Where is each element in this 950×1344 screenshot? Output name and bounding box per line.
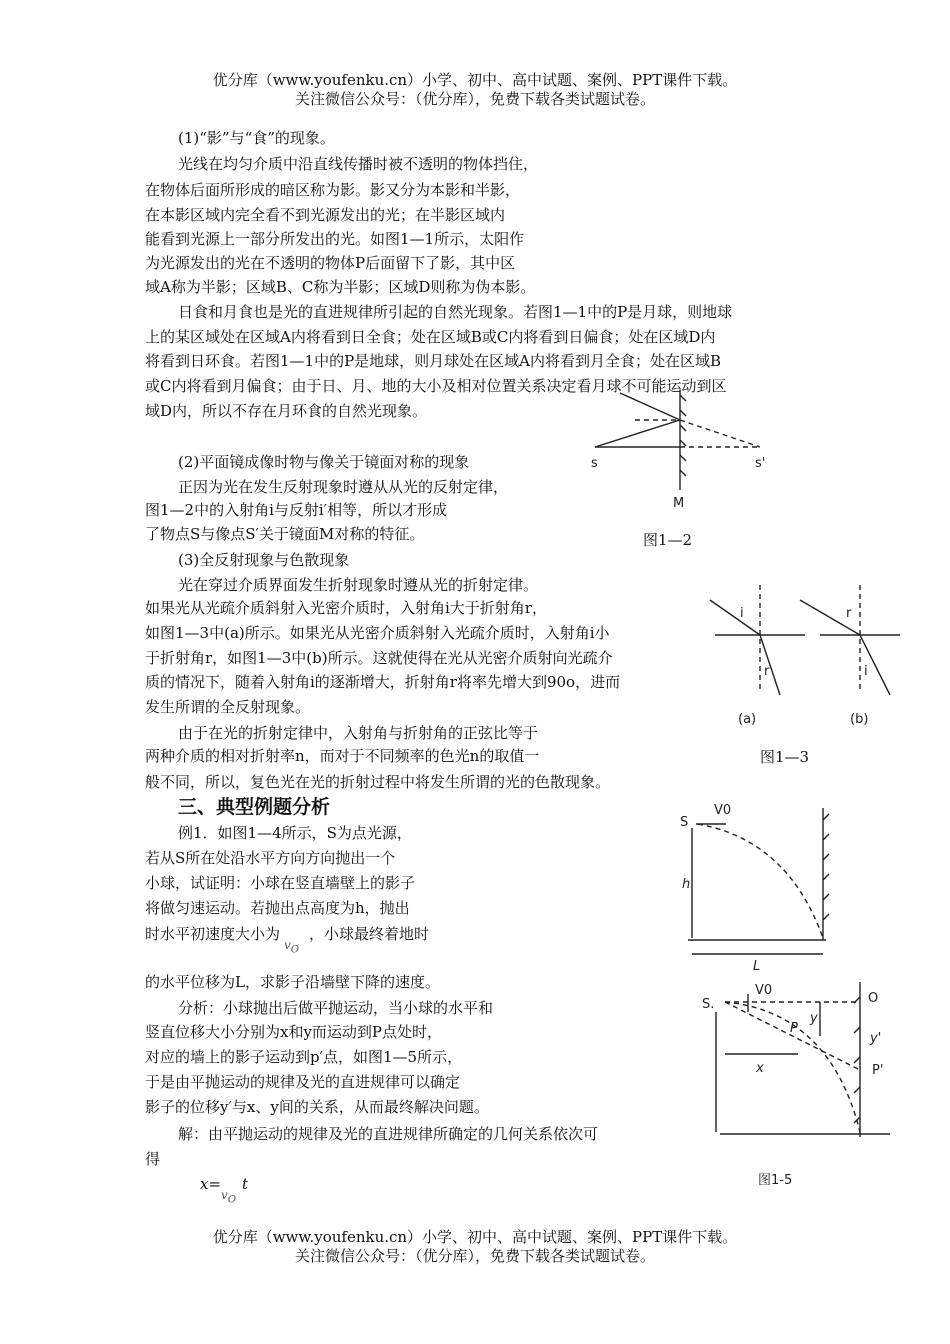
v0-subscript: O [290, 944, 299, 956]
svg-text:r: r [846, 606, 852, 621]
paragraph-line: 例1．如图1—4所示，S为点光源， [178, 824, 412, 842]
label-h: h [682, 877, 691, 892]
paragraph-line: 光在穿过介质界面发生折射现象时遵从光的折射定律。 [178, 576, 539, 594]
label-l: L [753, 959, 761, 974]
example-text: ，小球最终着地时 [309, 925, 430, 943]
paragraph-line [145, 924, 430, 956]
trajectory [698, 824, 823, 938]
label-m: M [673, 496, 685, 511]
label-a: (a) [738, 712, 757, 727]
label-p-prime: P' [872, 1063, 884, 1078]
label-y-prime: y' [870, 1031, 882, 1046]
figure-1-3 [700, 575, 910, 735]
label-s-prime: s' [755, 456, 766, 471]
section1-title: (1)“影”与“食”的现象。 [178, 129, 335, 147]
paragraph-line: 如果光从光疏介质斜射入光密介质时，入射角i大于折射角r， [145, 599, 547, 617]
paragraph-line: 在物体后面所形成的暗区称为影。影又分为本影和半影， [145, 181, 521, 199]
figure-1-2 [585, 385, 805, 525]
footer-line-2: 关注微信公众号：（优分库），免费下载各类试题试卷。 [294, 1247, 655, 1265]
paragraph-line: 图1—2中的入射角i与反射i′相等，所以才形成 [145, 501, 448, 519]
virtual-ray [680, 420, 760, 447]
paragraph-line: 解：由平抛运动的规律及光的直进规律所确定的几何关系依次可 [178, 1125, 599, 1143]
label-v0: V0 [714, 803, 732, 818]
paragraph-line: 分析：小球抛出后做平抛运动，当小球的水平和 [178, 999, 494, 1017]
figure-1-3-caption: 图1—3 [760, 748, 810, 766]
paragraph-line: 上的某区域处在区域A内将看到日全食；处在区域B或C内将看到日偏食；处在区域D内 [145, 328, 716, 346]
svg-text:i: i [864, 664, 868, 679]
paragraph-line: 得 [145, 1150, 161, 1168]
paragraph-line: 光线在均匀介质中沿直线传播时被不透明的物体挡住， [178, 155, 539, 173]
formula-t: t [242, 1175, 249, 1193]
figure-1-5 [690, 972, 910, 1192]
figure-1-4 [678, 800, 838, 980]
v0-letter: v [284, 938, 291, 952]
formula-x [200, 1174, 249, 1206]
paragraph-line: 质的情况下，随着入射角i的逐渐增大，折射角r将率先增大到90o，进而 [145, 673, 621, 691]
paragraph-line: 将做匀速运动。若抛出点高度为h，抛出 [145, 899, 410, 917]
v0-symbol [284, 938, 299, 956]
svg-text:i: i [740, 606, 744, 621]
example-text: 时水平初速度大小为 [145, 925, 281, 943]
paragraph-line: 能看到光源上一部分所发出的光。如图1—1所示，太阳作 [145, 230, 525, 248]
paragraph-line: 竖直位移大小分别为x和y而运动到P点处时， [145, 1023, 443, 1041]
reflected-ray [620, 393, 680, 420]
label-s: S. [702, 997, 715, 1012]
refracted-ray-a [760, 635, 780, 695]
paragraph-line: 或C内将看到月偏食；由于日、月、地的大小及相对位置关系决定看月球不可能运动到区 [145, 377, 727, 395]
formula-v0-letter: v [221, 1188, 228, 1202]
section4-heading: 三、典型例题分析 [178, 796, 331, 818]
formula-prefix: x= [200, 1175, 222, 1193]
paragraph-line: 由于在光的折射定律中，入射角与折射角的正弦比等于 [178, 724, 539, 742]
paragraph-line: 若从S所在处沿水平方向方向抛出一个 [145, 849, 396, 867]
label-x: x [756, 1061, 764, 1076]
paragraph-line: 域D内，所以不存在月环食的自然光现象。 [145, 402, 428, 420]
incident-ray [595, 420, 680, 447]
paragraph-line: 的水平位移为L，求影子沿墙壁下降的速度。 [145, 973, 440, 991]
paragraph-line: 于折射角r，如图1—3中(b)所示。这就使得在光从光密介质射向光疏介 [145, 649, 613, 667]
paragraph-line: 为光源发出的光在不透明的物体P后面留下了影，其中区 [145, 254, 516, 272]
paragraph-line: 般不同，所以，复色光在光的折射过程中将发生所谓的光的色散现象。 [145, 773, 611, 791]
svg-text:r: r [764, 664, 770, 679]
paragraph-line: 发生所谓的全反射现象。 [145, 698, 311, 716]
header-line-1: 优分库（www.youfenku.cn）小学、初中、高中试题、案例、PPT课件下载。 [212, 71, 738, 89]
section3-title: (3)全反射现象与色散现象 [178, 551, 350, 569]
paragraph-line: 日食和月食也是光的直进规律所引起的自然光现象。若图1—1中的P是月球，则地球 [178, 303, 733, 321]
paragraph-line: 了物点S与像点S′关于镜面M对称的特征。 [145, 525, 425, 543]
incident-ray-a [710, 600, 760, 635]
paragraph-line: 在本影区域内完全看不到光源发出的光；在半影区域内 [145, 206, 506, 224]
label-s: S [680, 815, 689, 830]
header-line-2: 关注微信公众号：（优分库），免费下载各类试题试卷。 [294, 90, 655, 108]
paragraph-line: 域A称为半影；区域B、C称为半影；区域D则称为伪本影。 [145, 278, 536, 296]
paragraph-line: 于是由平抛运动的规律及光的直进规律可以确定 [145, 1073, 461, 1091]
light-ray [725, 1002, 860, 1070]
paragraph-line: 两种介质的相对折射率n，而对于不同频率的色光n的取值一 [145, 747, 540, 765]
paragraph-line: 正因为光在发生反射现象时遵从从光的反射定律， [178, 478, 509, 496]
formula-v0 [221, 1188, 237, 1206]
label-y: y [810, 1011, 818, 1026]
figure-1-5-caption: 图1-5 [758, 1173, 793, 1188]
paragraph-line: 对应的墙上的影子运动到p′点，如图1—5所示， [145, 1048, 463, 1066]
paragraph-line: 如图1—3中(a)所示。如果光从光密介质斜射入光疏介质时，入射角i小 [145, 624, 610, 642]
label-p: P [790, 1021, 798, 1036]
label-s: s [591, 456, 598, 471]
formula-v0-subscript: O [227, 1194, 237, 1206]
paragraph-line: 将看到日环食。若图1—1中的P是地球，则月球处在区域A内将看到月全食；处在区域B [145, 352, 722, 370]
paragraph-line: 影子的位移y′与x、y间的关系，从而最终解决问题。 [145, 1098, 489, 1116]
paragraph-line: 小球，试证明：小球在竖直墙壁上的影子 [145, 874, 416, 892]
label-b: (b) [850, 712, 869, 727]
label-v0: V0 [755, 983, 773, 998]
section2-title: (2)平面镜成像时物与像关于镜面对称的现象 [178, 453, 470, 471]
figure-1-2-caption: 图1—2 [643, 531, 693, 549]
label-o: O [868, 991, 879, 1006]
footer-line-1: 优分库（www.youfenku.cn）小学、初中、高中试题、案例、PPT课件下载。 [212, 1228, 738, 1246]
